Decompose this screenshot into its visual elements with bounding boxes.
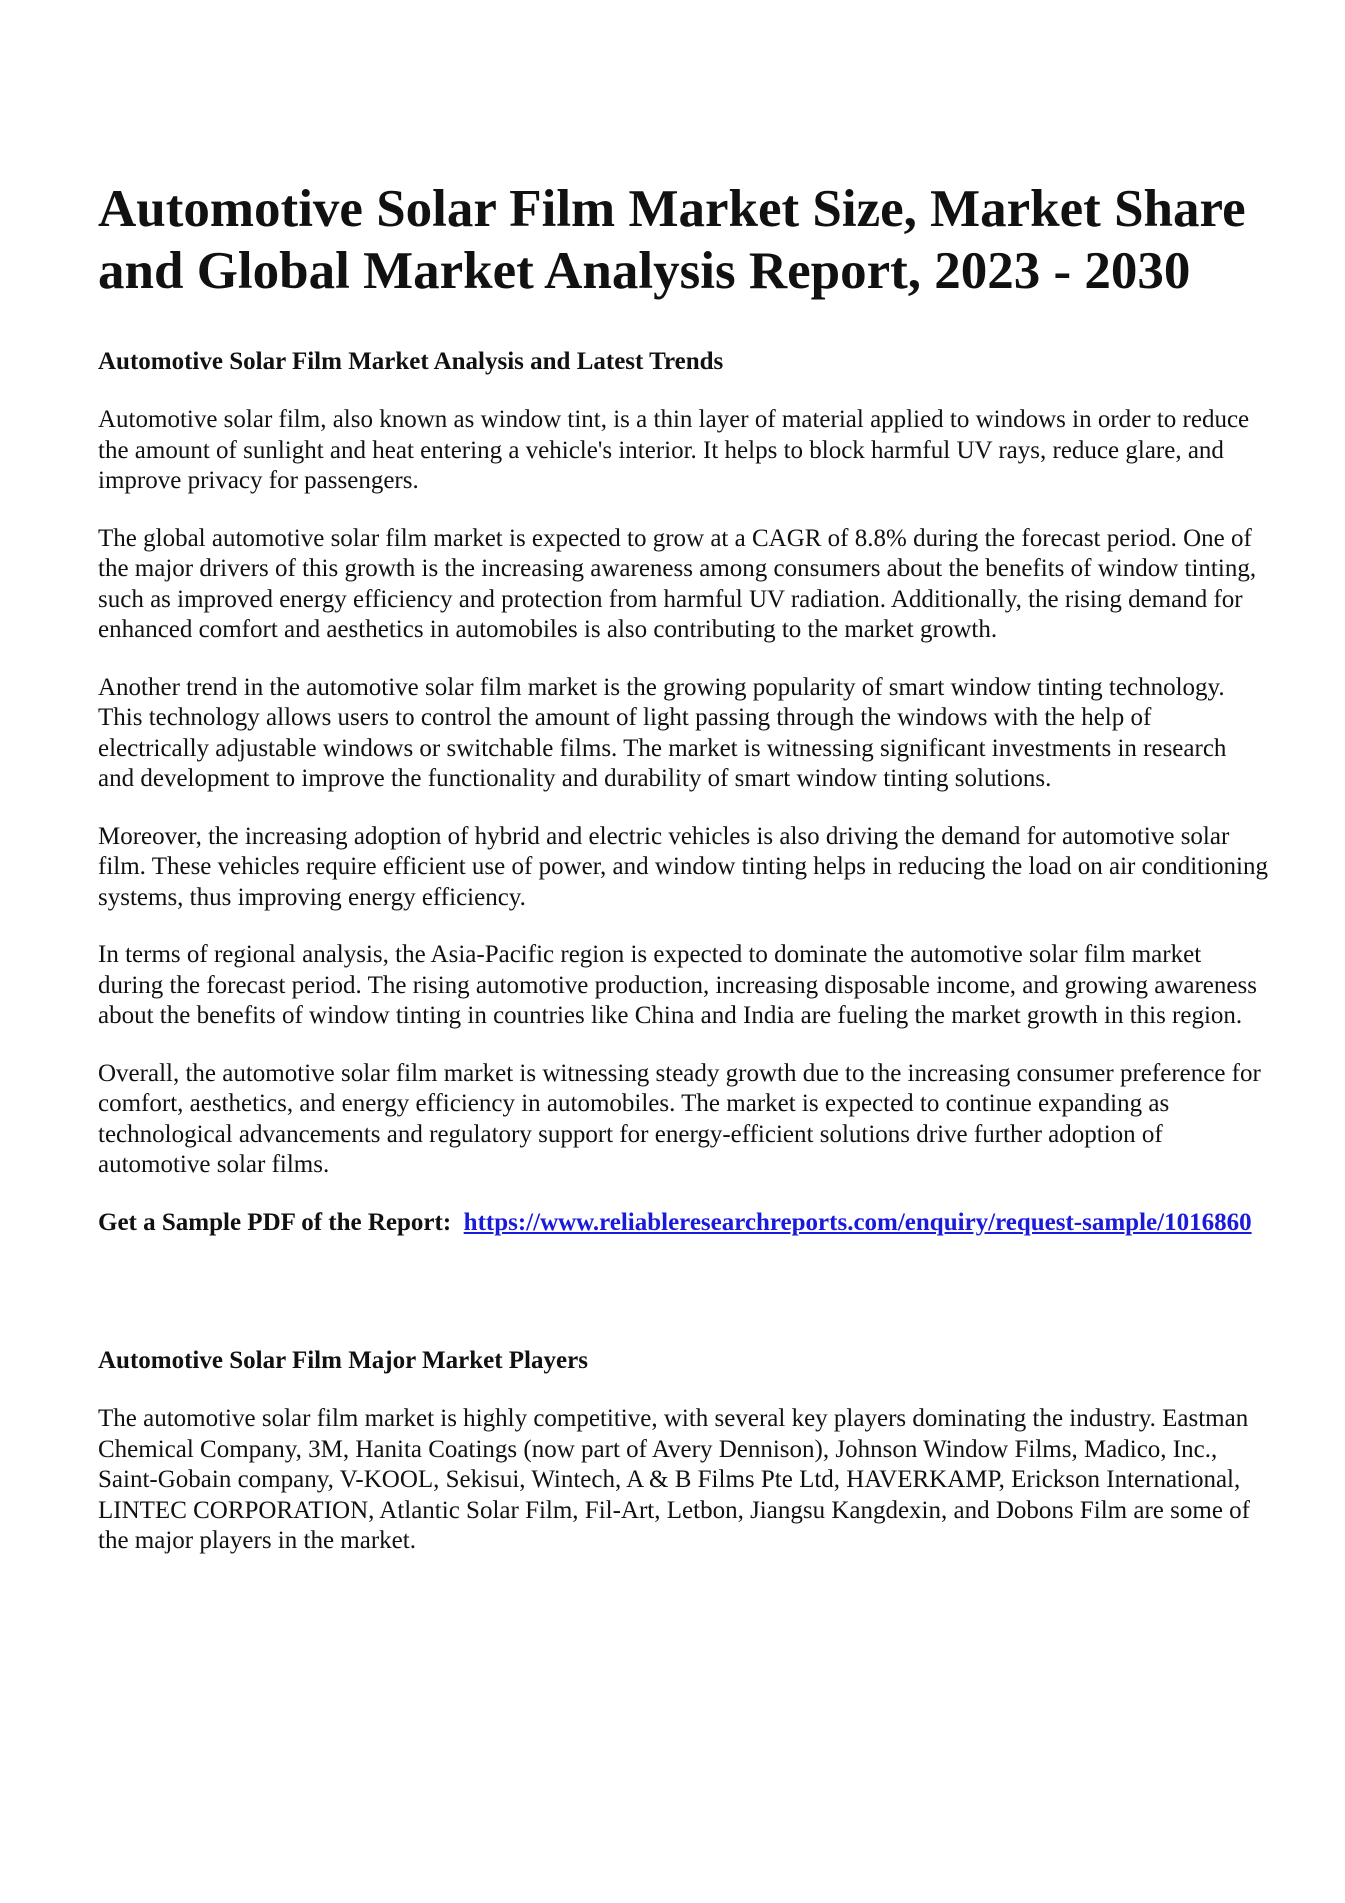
paragraph-intro: Automotive solar film, also known as window tint, is a thin layer of material applied to windows in order to reduce the amount of sunlight and heat entering a vehicle's interior. It helps to block harmful UV rays, reduce glare, and improve privacy for passengers.: [98, 406, 1250, 494]
page-title: Automotive Solar Film Market Size, Market Share and Global Market Analysis Report, 2023 - 2030: [98, 180, 1246, 300]
paragraph-players: The automotive solar film market is highly competitive, with several key players dominating the industry. Eastman Chemical Company, 3M, Hanita Coatings (now part of Avery Dennison), Johnson Window Films, Madico, Inc., Saint-Gobain company, V-KOOL, Sekisui, Wintech, A & B Films Pte Ltd, HAVERKAMP, Erickson International, LINTEC CORPORATION, Atlantic Solar Film, Fil-Art, Letbon, Jiangsu Kangdexin, and Dobons Film are some of the major players in the market.: [98, 1405, 1250, 1554]
sample-pdf-link[interactable]: https://www.reliableresearchreports.com/enquiry/request-sample/1016860: [463, 1208, 1252, 1236]
section-heading-trends: Automotive Solar Film Market Analysis and Latest Trends: [98, 348, 724, 375]
paragraph-growth: The global automotive solar film market is expected to grow at a CAGR of 8.8% during the forecast period. One of the major drivers of this growth is the increasing awareness among consumers about the benefits of window tinting, such as improved energy efficiency and protection from harmful UV radiation. Additionally, the rising demand for enhanced comfort and aesthetics in automobiles is also contributing to the market growth.: [98, 524, 1257, 643]
cta-label: Get a Sample PDF of the Report:: [98, 1208, 452, 1236]
paragraph-smart-tinting: Another trend in the automotive solar film market is the growing popularity of smart window tinting technology. This technology allows users to control the amount of light passing through the windows with the help of electrically adjustable windows or switchable films. The market is witnessing significant investments in research and development to improve the functionality and durability of smart window tinting solutions.: [98, 673, 1227, 792]
paragraph-overall: Overall, the automotive solar film market is witnessing steady growth due to the increasing consumer preference for comfort, aesthetics, and energy efficiency in automobiles. The market is expected to continue expanding as technological advancements and regulatory support for energy-efficient solutions drive further adoption of automotive solar films.: [98, 1059, 1261, 1178]
document-page: [98, 178, 1268, 1584]
paragraph-regional: In terms of regional analysis, the Asia-Pacific region is expected to dominate the automotive solar film market during the forecast period. The rising automotive production, increasing disposable income, and growing awareness about the benefits of window tinting in countries like China and India are fueling the market growth in this region.: [98, 941, 1257, 1029]
sample-pdf-cta: [98, 1208, 1268, 1239]
section-heading-players: Automotive Solar Film Major Market Players: [98, 1347, 588, 1374]
paragraph-ev-adoption: Moreover, the increasing adoption of hybrid and electric vehicles is also driving the demand for automotive solar film. These vehicles require efficient use of power, and window tinting helps in reducing the load on air conditioning systems, thus improving energy efficiency.: [98, 822, 1268, 911]
